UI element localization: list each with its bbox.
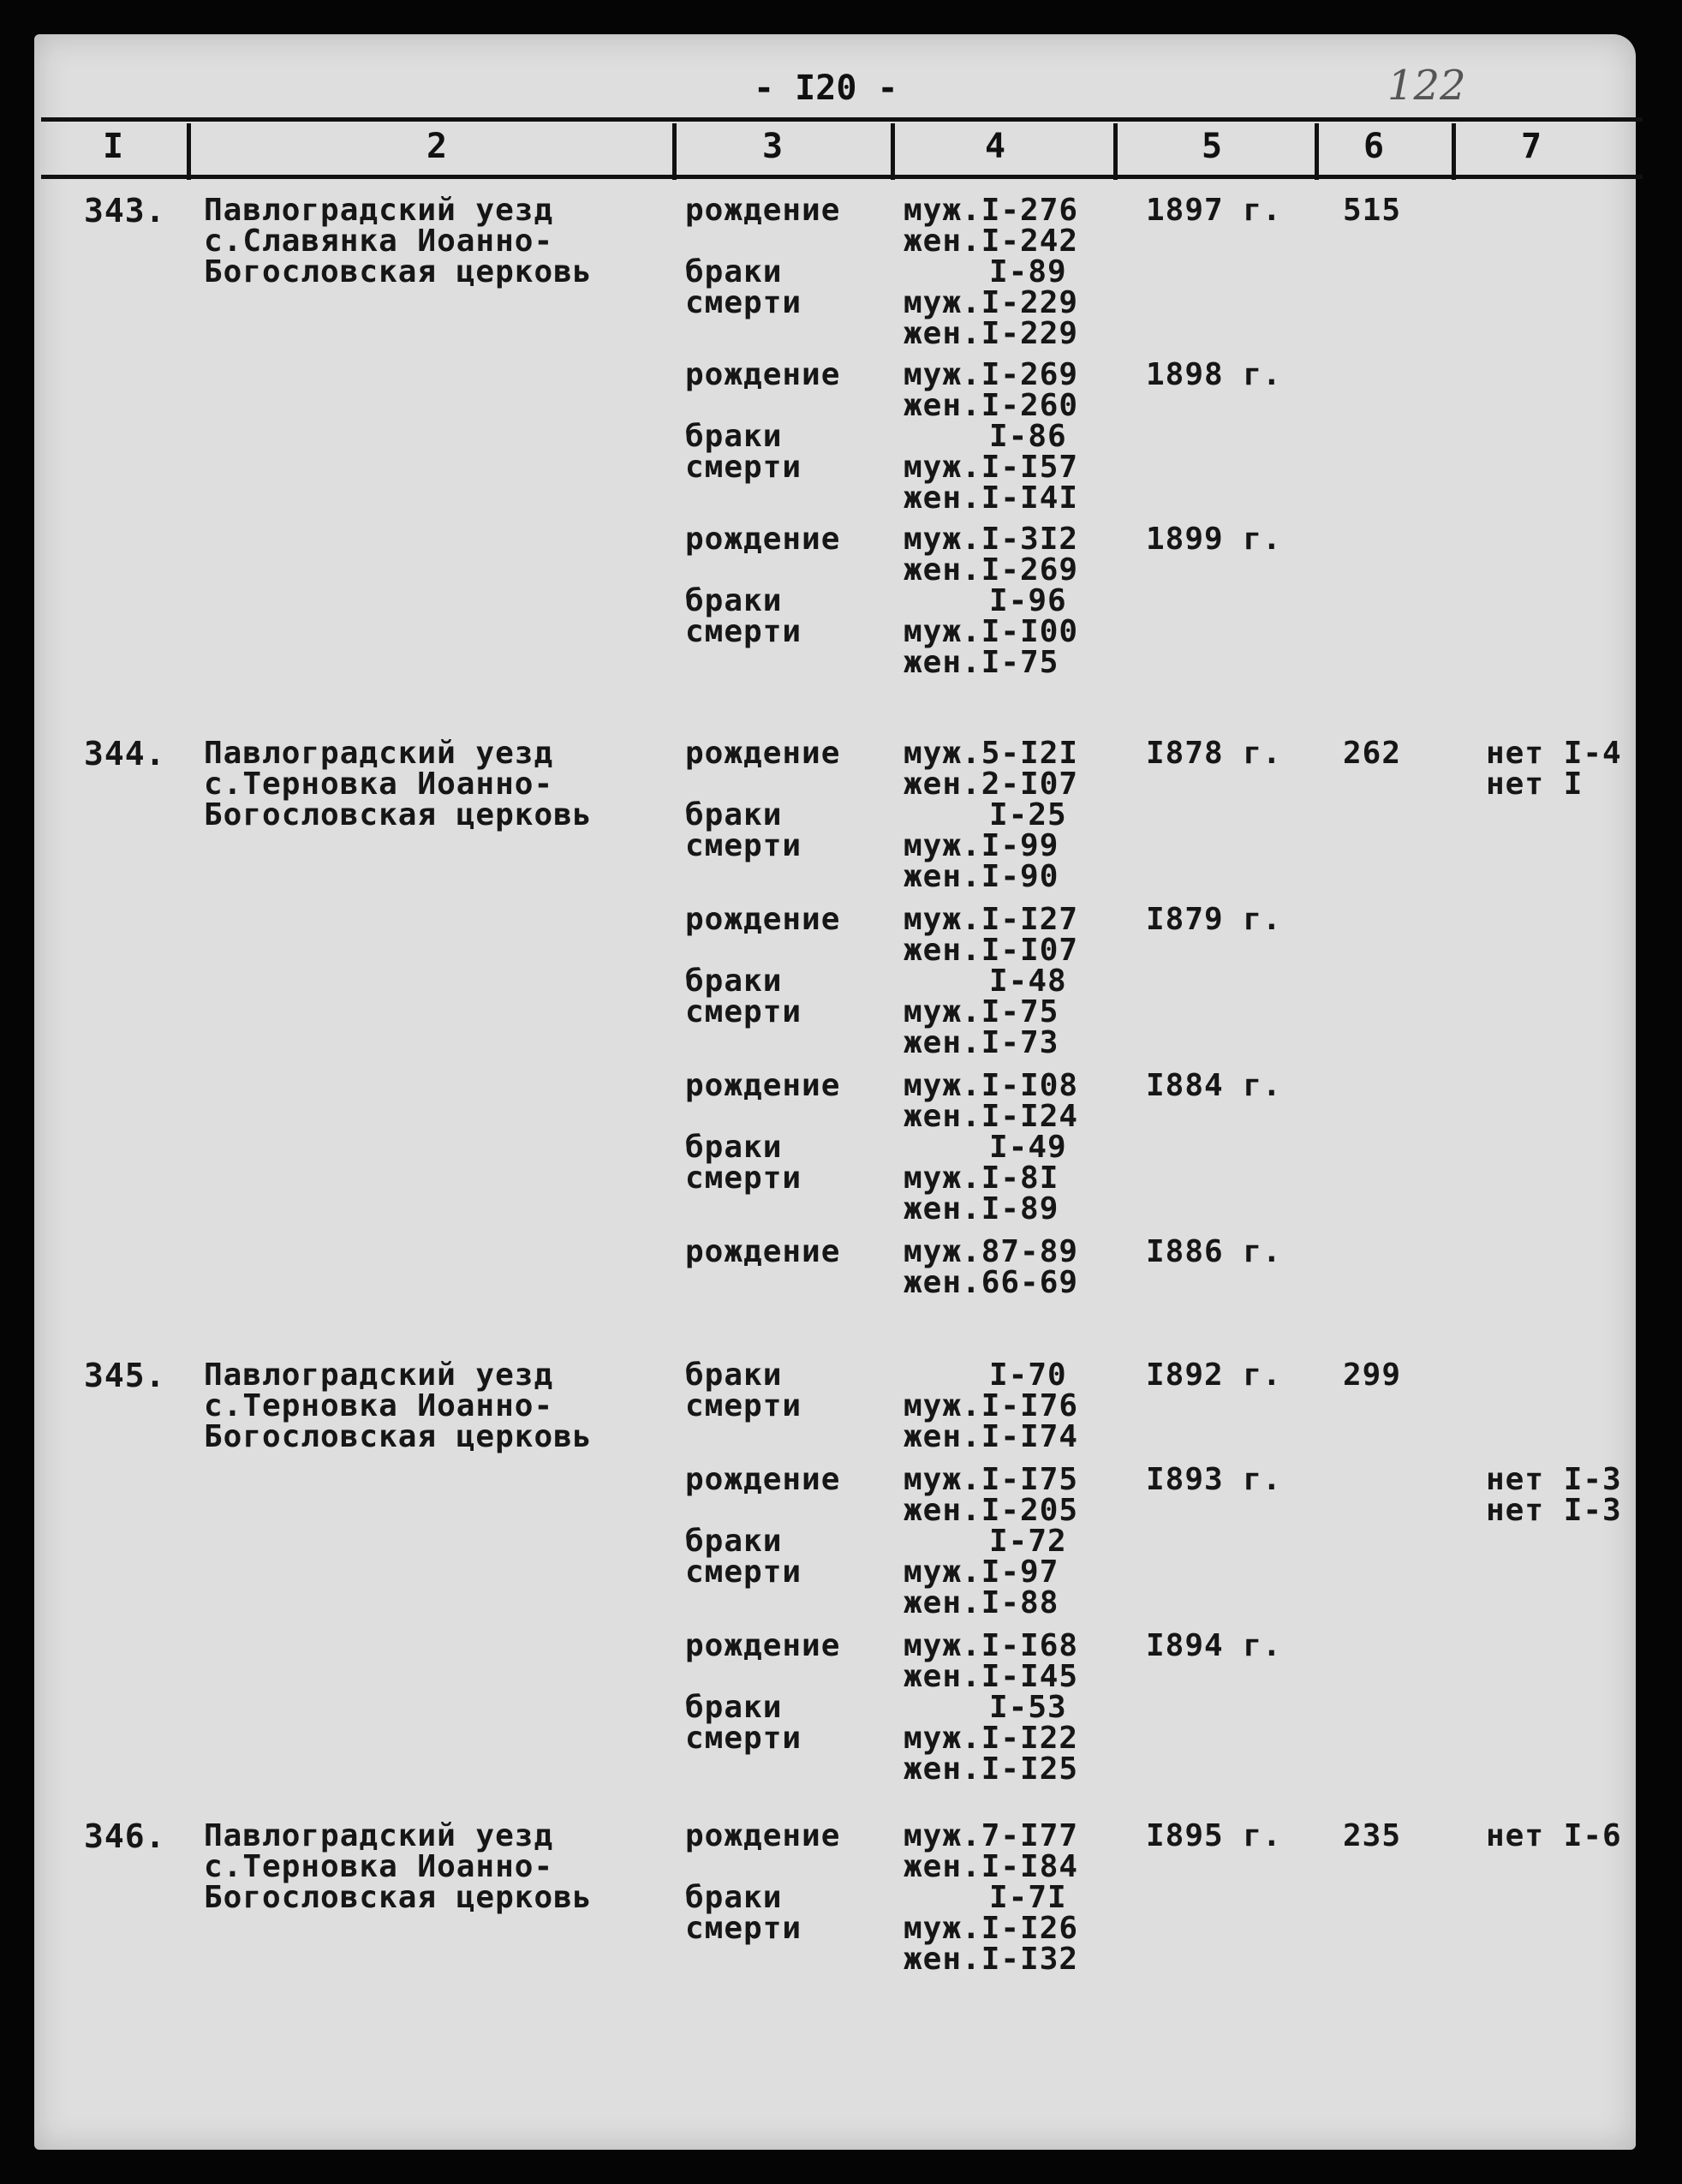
place-line: Богословская церковь	[204, 797, 593, 832]
record-count: I-89	[989, 254, 1067, 289]
record-year: I893 г.	[1146, 1462, 1282, 1497]
place-line: Богословская церковь	[204, 1880, 593, 1915]
record-type: браки	[685, 1690, 783, 1725]
page-number: - I20 -	[754, 69, 898, 108]
record-year: I894 г.	[1146, 1628, 1282, 1663]
place-line: Богословская церковь	[204, 254, 593, 289]
record-count: муж.87-89	[904, 1234, 1079, 1269]
group-col7-note: нет I-3	[1486, 1493, 1622, 1528]
record-type: браки	[685, 1358, 783, 1393]
record-count: муж.7-I77	[904, 1818, 1079, 1853]
record-count: I-48	[989, 964, 1067, 999]
record-count: I-53	[989, 1690, 1067, 1725]
record-type: рождение	[685, 1628, 841, 1663]
record-type: браки	[685, 797, 783, 832]
record-count: I-70	[989, 1358, 1067, 1393]
header-bottom-rule	[41, 175, 1643, 179]
place-line: Павлоградский уезд	[204, 736, 554, 771]
place-line: с.Славянка Иоанно-	[204, 224, 554, 259]
record-type: рождение	[685, 1818, 841, 1853]
entry-number: 345.	[84, 1357, 166, 1394]
column-header-1: I	[103, 127, 124, 166]
record-type: рождение	[685, 1234, 841, 1269]
record-count: муж.I-269	[904, 357, 1079, 392]
record-year: I895 г.	[1146, 1818, 1282, 1853]
place-line: Павлоградский уезд	[204, 1358, 554, 1393]
record-type: рождение	[685, 1462, 841, 1497]
record-count: муж.I-99	[904, 828, 1059, 863]
record-count: жен.I-I24	[904, 1099, 1079, 1134]
record-count: жен.I-269	[904, 552, 1079, 588]
record-count: жен.I-75	[904, 645, 1059, 680]
record-type: браки	[685, 254, 783, 289]
entry-col7-note: нет I	[1486, 767, 1584, 802]
column-header-5: 5	[1202, 127, 1223, 166]
column-divider	[1315, 123, 1319, 180]
entry-number: 343.	[84, 192, 166, 230]
record-count: муж.I-229	[904, 285, 1079, 320]
record-type: браки	[685, 419, 783, 454]
record-count: жен.66-69	[904, 1265, 1079, 1300]
column-header-6: 6	[1363, 127, 1385, 166]
record-count: I-49	[989, 1130, 1067, 1165]
record-count: муж.I-276	[904, 193, 1079, 228]
place-line: Павлоградский уезд	[204, 193, 554, 228]
place-line: с.Терновка Иоанно-	[204, 1388, 554, 1423]
record-count: муж.I-I00	[904, 614, 1079, 649]
entry-col6-value: 262	[1343, 736, 1402, 771]
record-count: жен.I-I32	[904, 1942, 1079, 1977]
record-type: браки	[685, 1130, 783, 1165]
place-line: с.Терновка Иоанно-	[204, 1849, 554, 1884]
record-type: браки	[685, 964, 783, 999]
archive-stamp-number: 122	[1387, 62, 1466, 110]
column-header-2: 2	[426, 127, 448, 166]
record-type: рождение	[685, 902, 841, 937]
record-year: I886 г.	[1146, 1234, 1282, 1269]
column-divider	[891, 123, 895, 180]
entry-number: 344.	[84, 735, 166, 773]
record-count: жен.I-242	[904, 224, 1079, 259]
column-divider	[1113, 123, 1118, 180]
column-header-4: 4	[985, 127, 1006, 166]
record-type: смерти	[685, 1721, 802, 1756]
record-count: муж.I-I75	[904, 1462, 1079, 1497]
entry-number: 346.	[84, 1817, 166, 1855]
record-type: смерти	[685, 285, 802, 320]
record-year: 1897 г.	[1146, 193, 1282, 228]
record-type: смерти	[685, 450, 802, 485]
group-col7-note: нет I-3	[1486, 1462, 1622, 1497]
column-divider	[1452, 123, 1456, 180]
record-count: муж.I-I08	[904, 1068, 1079, 1103]
record-year: 1898 г.	[1146, 357, 1282, 392]
record-count: жен.I-205	[904, 1493, 1079, 1528]
record-count: муж.I-I27	[904, 902, 1079, 937]
column-divider	[672, 123, 677, 180]
record-type: смерти	[685, 994, 802, 1029]
record-count: муж.I-97	[904, 1554, 1059, 1590]
record-count: жен.I-73	[904, 1025, 1059, 1060]
record-type: рождение	[685, 736, 841, 771]
entry-col7-note: нет I-4	[1486, 736, 1622, 771]
record-type: браки	[685, 1524, 783, 1559]
record-type: рождение	[685, 522, 841, 557]
record-type: рождение	[685, 1068, 841, 1103]
record-type: смерти	[685, 1554, 802, 1590]
record-count: муж.I-I68	[904, 1628, 1079, 1663]
record-type: смерти	[685, 1161, 802, 1196]
record-count: жен.I-88	[904, 1585, 1059, 1620]
record-count: жен.I-260	[904, 388, 1079, 423]
record-type: смерти	[685, 828, 802, 863]
record-count: жен.I-I07	[904, 933, 1079, 968]
record-count: жен.I-89	[904, 1191, 1059, 1226]
record-count: жен.I-I74	[904, 1419, 1079, 1454]
record-count: муж.I-75	[904, 994, 1059, 1029]
record-type: рождение	[685, 193, 841, 228]
record-type: браки	[685, 583, 783, 618]
record-type: смерти	[685, 614, 802, 649]
record-count: жен.I-I25	[904, 1751, 1079, 1787]
column-divider	[187, 123, 191, 180]
record-year: I878 г.	[1146, 736, 1282, 771]
record-count: жен.I-229	[904, 316, 1079, 351]
column-header-3: 3	[762, 127, 784, 166]
record-count: I-86	[989, 419, 1067, 454]
entry-col7-note: нет I-6	[1486, 1818, 1622, 1853]
record-count: I-72	[989, 1524, 1067, 1559]
record-count: муж.I-I26	[904, 1911, 1079, 1946]
record-count: муж.I-I76	[904, 1388, 1079, 1423]
record-type: рождение	[685, 357, 841, 392]
place-line: Богословская церковь	[204, 1419, 593, 1454]
record-type: смерти	[685, 1388, 802, 1423]
entry-col6-value: 515	[1343, 193, 1402, 228]
record-count: муж.I-I57	[904, 450, 1079, 485]
record-count: жен.I-I4I	[904, 480, 1079, 516]
record-count: I-25	[989, 797, 1067, 832]
record-year: I879 г.	[1146, 902, 1282, 937]
record-year: 1899 г.	[1146, 522, 1282, 557]
record-count: муж.5-I2I	[904, 736, 1079, 771]
record-count: I-7I	[989, 1880, 1067, 1915]
record-type: смерти	[685, 1911, 802, 1946]
entry-col6-value: 235	[1343, 1818, 1402, 1853]
record-year: I892 г.	[1146, 1358, 1282, 1393]
record-count: жен.2-I07	[904, 767, 1079, 802]
record-count: муж.I-I22	[904, 1721, 1079, 1756]
record-year: I884 г.	[1146, 1068, 1282, 1103]
column-header-7: 7	[1521, 127, 1542, 166]
record-type: браки	[685, 1880, 783, 1915]
entry-col6-value: 299	[1343, 1358, 1402, 1393]
record-count: I-96	[989, 583, 1067, 618]
record-count: жен.I-90	[904, 859, 1059, 894]
header-top-rule	[41, 117, 1643, 122]
record-count: жен.I-I84	[904, 1849, 1079, 1884]
record-count: муж.I-3I2	[904, 522, 1079, 557]
place-line: Павлоградский уезд	[204, 1818, 554, 1853]
record-count: муж.I-8I	[904, 1161, 1059, 1196]
record-count: жен.I-I45	[904, 1659, 1079, 1694]
place-line: с.Терновка Иоанно-	[204, 767, 554, 802]
